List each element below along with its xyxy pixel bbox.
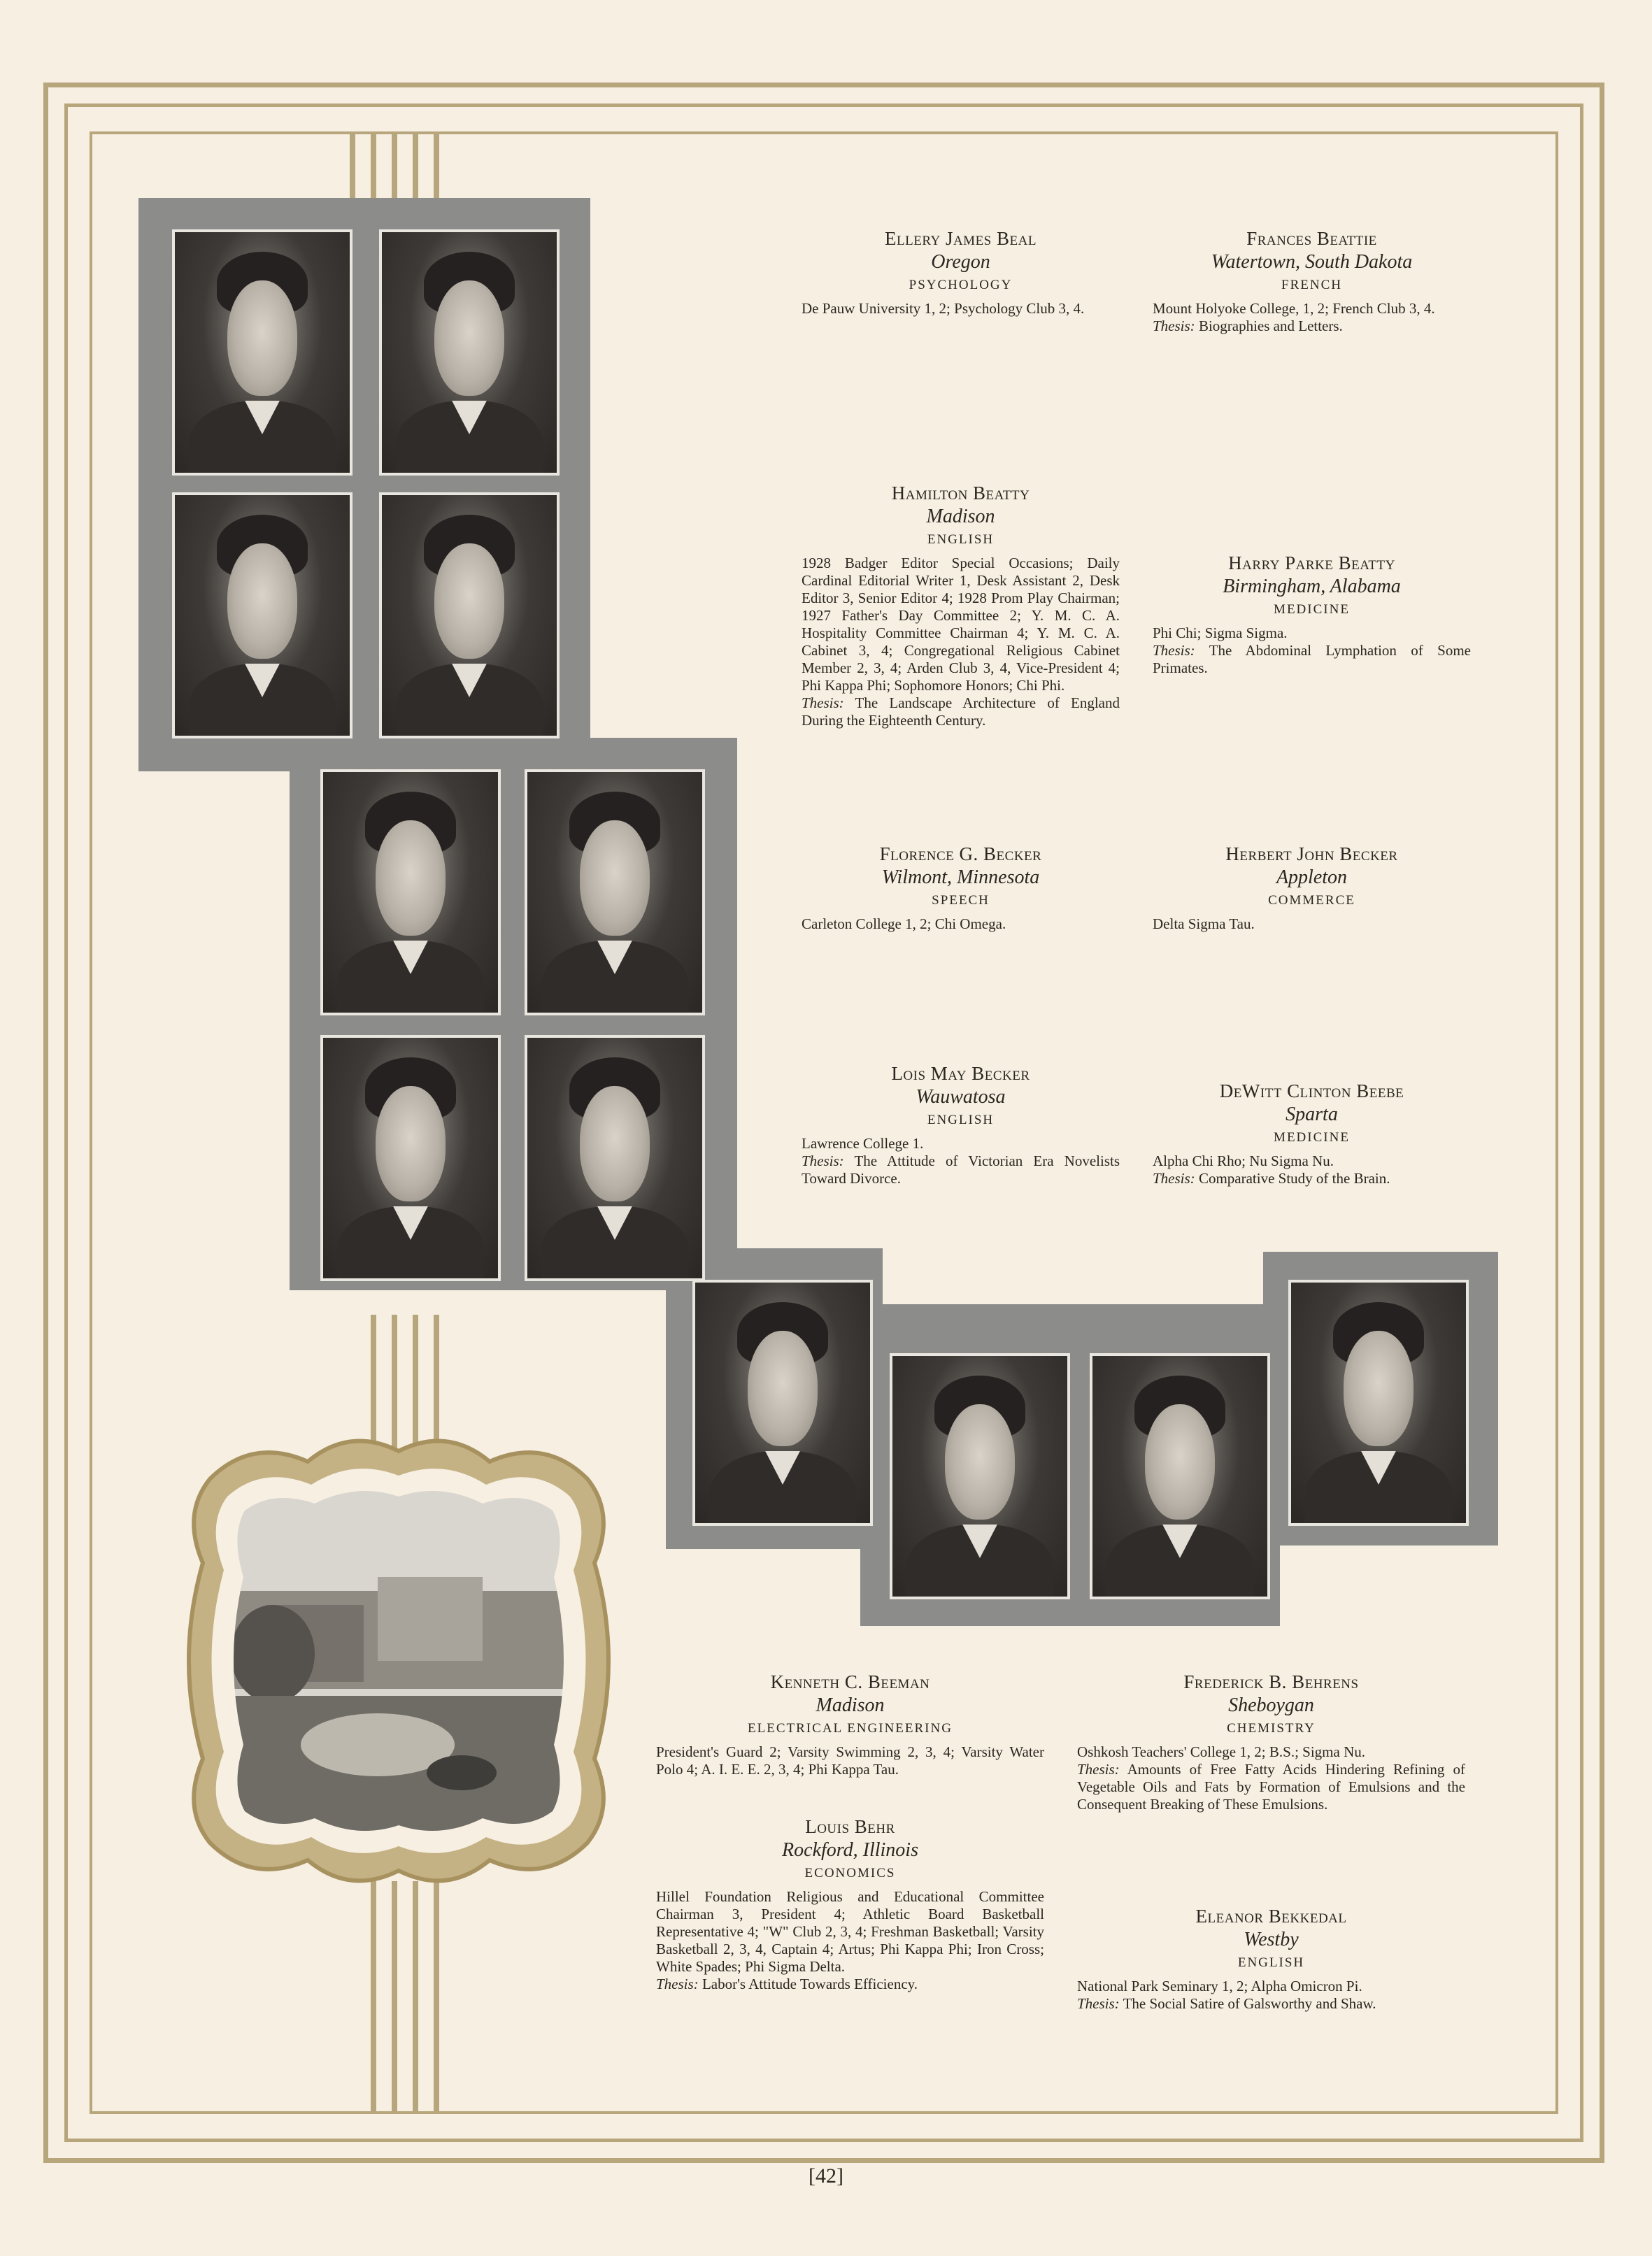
photo-hamilton-beatty [172, 492, 353, 738]
photo-herbert-john-becker [525, 769, 705, 1015]
thesis-text: Biographies and Letters. [1198, 317, 1343, 334]
hometown: Birmingham, Alabama [1223, 576, 1401, 597]
ornament-bar [413, 131, 418, 201]
ornament-bar [392, 1315, 397, 1448]
hometown: Westby [1244, 1929, 1299, 1950]
activities-text: 1928 Badger Editor Special Occasions; Daily Cardinal Editorial Writer 1, Desk Assistant 2, Desk Editor 3, Senior Editor 4; 1928 Prom Play Chairman; 1927 Father's Day Committee 2; Y. M. C. A. Hospitality Committee Chairman 4; Y. M. C. A. Cabinet 3, 4; Congregational Religious Cabinet Member 2, 3, 4; Arden Club 3, 4, Vice-President 4; Phi Kappa Phi; Sophomore Honors; Chi Phi. [802, 555, 1120, 694]
activities-text: De Pauw University 1, 2; Psychology Club 3, 4. [802, 300, 1085, 317]
thesis-label: Thesis: [802, 694, 844, 711]
major: ENGLISH [927, 1113, 995, 1127]
hometown: Madison [816, 1694, 885, 1716]
activities-text: Mount Holyoke College, 1, 2; French Club 3, 4. [1153, 300, 1435, 317]
ornament-bar [434, 1315, 439, 1448]
ornament-bar [434, 1881, 439, 2114]
hometown: Wilmont, Minnesota [881, 866, 1040, 888]
hometown: Appleton [1276, 866, 1348, 888]
student-name: Eleanor Bekkedal [1195, 1906, 1347, 1927]
activities [802, 300, 1120, 317]
photo-florence-g-becker [320, 769, 501, 1015]
ornament-bar [413, 1881, 418, 2114]
activities-text: Hillel Foundation Religious and Educational Committee Chairman 3, President 4; Athletic Board Basketball Representative 4; "W" Club 2, 3, 4; Freshman Basketball; Varsity Basketball 2, 3, 4, Captain 4; Artus; Phi Kappa Phi; Iron Cross; White Spades; Phi Sigma Delta. [656, 1888, 1044, 1975]
photo-louis-behr [890, 1353, 1070, 1599]
major: PSYCHOLOGY [909, 278, 1013, 292]
student-name: Frederick B. Behrens [1183, 1671, 1359, 1692]
student-entry [1153, 1080, 1471, 1187]
activities [1153, 624, 1471, 677]
activities [1153, 300, 1471, 335]
hometown: Oregon [931, 251, 990, 273]
ornament-bar [371, 131, 376, 201]
activities-text: Oshkosh Teachers' College 1, 2; B.S.; Sigma Nu. [1077, 1743, 1365, 1760]
thesis-label: Thesis: [1077, 1995, 1120, 2012]
activities-text: Lawrence College 1. [802, 1135, 924, 1152]
activities-text: Carleton College 1, 2; Chi Omega. [802, 915, 1006, 932]
photo-harry-parke-beatty [379, 492, 560, 738]
thesis-label: Thesis: [1153, 317, 1195, 334]
student-name: Herbert John Becker [1225, 843, 1398, 864]
student-entry [802, 1063, 1120, 1187]
hometown: Madison [926, 506, 995, 527]
activities-text: Delta Sigma Tau. [1153, 915, 1255, 932]
thesis-text: The Social Satire of Galsworthy and Shaw. [1123, 1995, 1376, 2012]
student-entry [1153, 228, 1471, 335]
thesis-text: Amounts of Free Fatty Acids Hindering Refining of Vegetable Oils and Fats by Formation of Emulsions and the Consequent Breaking of These Emulsions. [1077, 1761, 1465, 1813]
student-entry [656, 1671, 1044, 1778]
thesis-label: Thesis: [1153, 642, 1195, 659]
activities [802, 555, 1120, 729]
major: ENGLISH [1237, 1955, 1305, 1970]
ornament-bar [392, 131, 397, 201]
activities-text: Phi Chi; Sigma Sigma. [1153, 624, 1288, 641]
activities [1077, 1743, 1465, 1813]
thesis-text: Comparative Study of the Brain. [1198, 1170, 1390, 1187]
student-name: Hamilton Beatty [891, 483, 1030, 504]
thesis-label: Thesis: [656, 1976, 699, 1992]
student-name: Frances Beattie [1246, 228, 1377, 249]
student-name: Kenneth C. Beeman [770, 1671, 930, 1692]
activities [656, 1888, 1044, 1993]
major: ELECTRICAL ENGINEERING [748, 1721, 953, 1736]
student-name: DeWitt Clinton Beebe [1219, 1080, 1404, 1101]
photo-lois-may-becker [320, 1035, 501, 1281]
student-entry [1153, 843, 1471, 933]
activities [656, 1743, 1044, 1778]
student-name: Lois May Becker [891, 1063, 1030, 1084]
thesis-label: Thesis: [1077, 1761, 1120, 1778]
student-entry [656, 1816, 1044, 1993]
student-entry [802, 228, 1120, 317]
thesis-text: The Attitude of Victorian Era Novelists Toward Divorce. [802, 1152, 1120, 1187]
ornament-bar [434, 131, 439, 201]
major: ENGLISH [927, 532, 995, 547]
student-entry [802, 843, 1120, 933]
activities-text: President's Guard 2; Varsity Swimming 2, 3, 4; Varsity Water Polo 4; A. I. E. E. 2, 3, 4; Phi Kappa Tau. [656, 1743, 1044, 1778]
photo-eleanor-bekkedal [1288, 1280, 1469, 1526]
thesis-label: Thesis: [802, 1152, 844, 1169]
ornament-bar [392, 1881, 397, 2114]
activities [1153, 915, 1471, 933]
major: MEDICINE [1274, 602, 1350, 617]
photo-frederick-b-behrens [1090, 1353, 1270, 1599]
thesis-label: Thesis: [1153, 1170, 1195, 1187]
student-name: Harry Parke Beatty [1228, 552, 1395, 573]
photo-frances-beattie [379, 229, 560, 476]
activities-text: National Park Seminary 1, 2; Alpha Omicron Pi. [1077, 1978, 1362, 1994]
student-entry [1077, 1671, 1465, 1813]
ornament-bar [413, 1315, 418, 1448]
thesis-text: Labor's Attitude Towards Efficiency. [702, 1976, 918, 1992]
hometown: Wauwatosa [916, 1086, 1006, 1108]
photo-dewitt-clinton-beebe [525, 1035, 705, 1281]
hometown: Sheboygan [1228, 1694, 1314, 1716]
major: CHEMISTRY [1227, 1721, 1316, 1736]
activities [1153, 1152, 1471, 1187]
major: SPEECH [932, 893, 990, 908]
student-entry [1153, 552, 1471, 677]
activities [1077, 1978, 1465, 2013]
ornament-bar [371, 1315, 376, 1448]
major: MEDICINE [1274, 1130, 1350, 1145]
student-name: Louis Behr [805, 1816, 895, 1837]
activities [802, 915, 1120, 933]
activities [802, 1135, 1120, 1187]
thesis-text: The Landscape Architecture of England During the Eighteenth Century. [802, 694, 1120, 729]
photo-kenneth-c-beeman [692, 1280, 873, 1526]
major: FRENCH [1281, 278, 1342, 292]
student-name: Florence G. Becker [879, 843, 1042, 864]
major: ECONOMICS [804, 1866, 896, 1880]
ornament-bar [350, 131, 355, 201]
photo-ellery-james-beal [172, 229, 353, 476]
major: COMMERCE [1268, 893, 1355, 908]
hometown: Watertown, South Dakota [1211, 251, 1413, 273]
student-entry [802, 483, 1120, 729]
student-entry [1077, 1906, 1465, 2013]
student-name: Ellery James Beal [885, 228, 1037, 249]
ornament-bar [371, 1881, 376, 2114]
hometown: Rockford, Illinois [782, 1839, 918, 1861]
thesis-text: The Abdominal Lymphation of Some Primates. [1153, 642, 1471, 676]
hometown: Sparta [1286, 1104, 1338, 1125]
page-number: [42] [809, 2164, 843, 2187]
campus-scene-illustration [168, 1430, 629, 1892]
activities-text: Alpha Chi Rho; Nu Sigma Nu. [1153, 1152, 1334, 1169]
